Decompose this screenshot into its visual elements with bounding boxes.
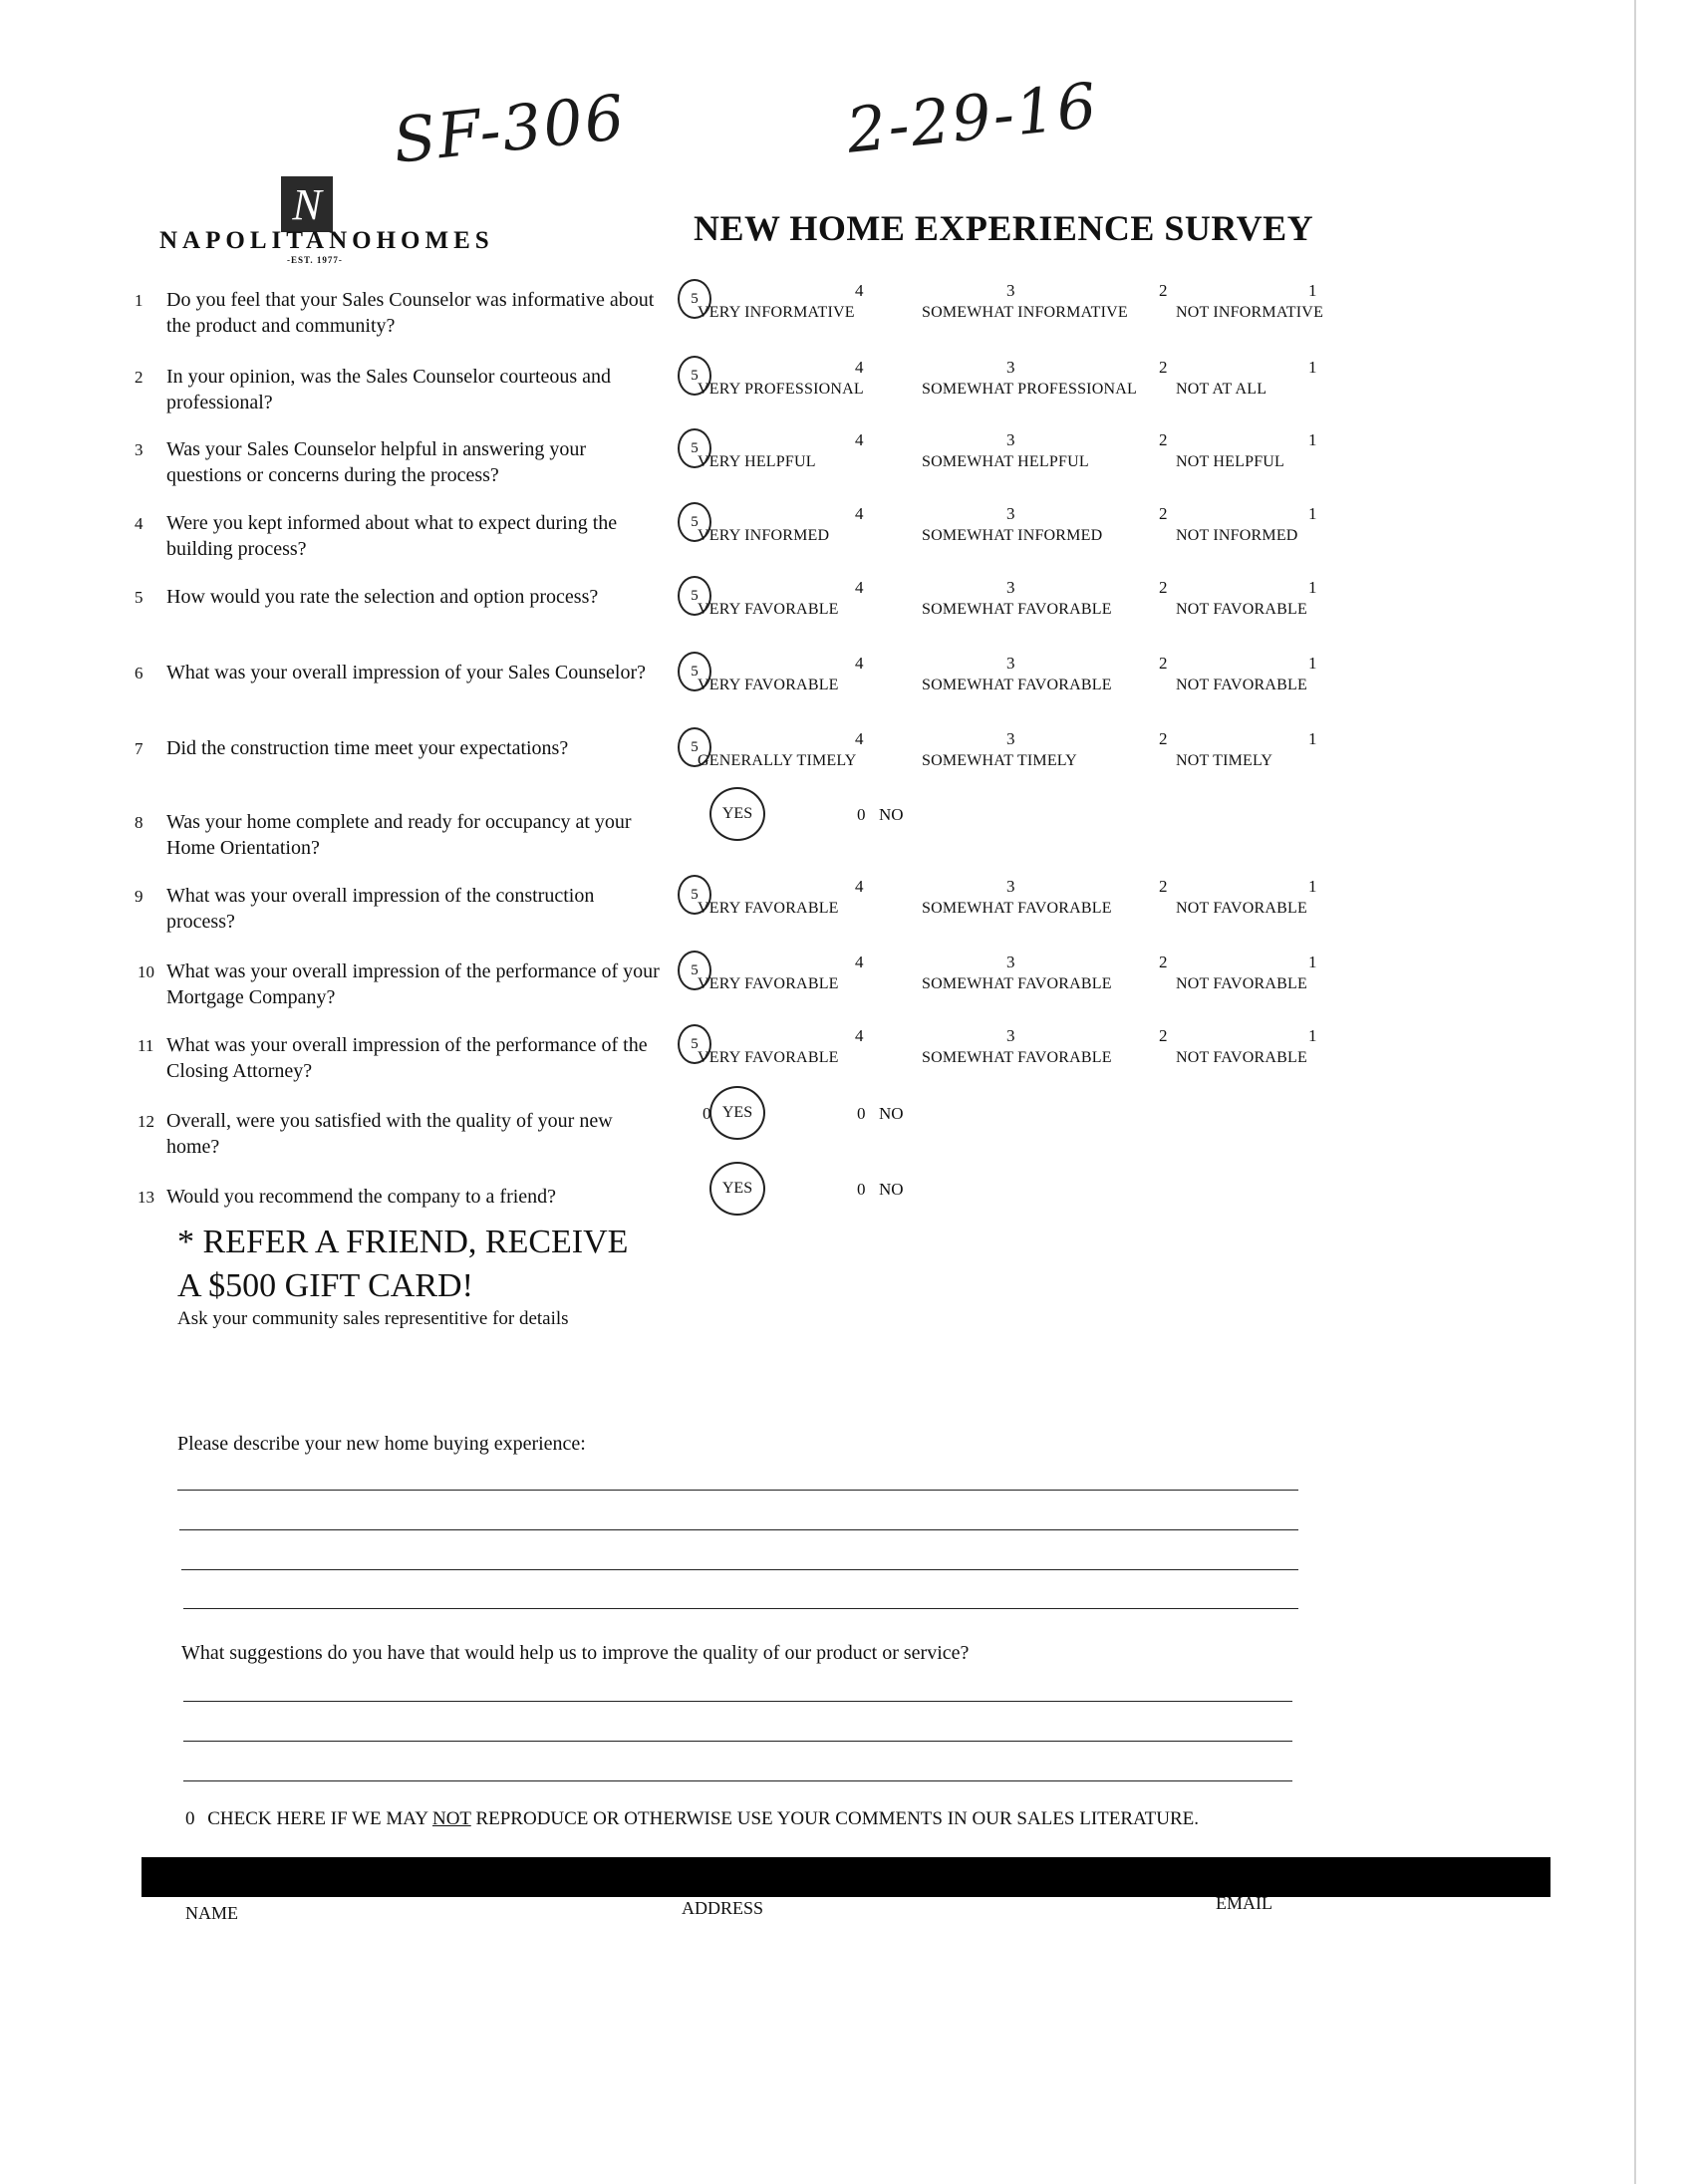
describe-line[interactable] [183, 1608, 1298, 1609]
question-number: 6 [135, 664, 143, 682]
rating-label: VERY HELPFUL [698, 453, 816, 470]
rating-label: GENERALLY TIMELY [698, 752, 857, 769]
question-text: Do you feel that your Sales Counselor was informative about the product and community? [166, 289, 655, 337]
logo-letter: N [292, 179, 322, 229]
rating-label: VERY FAVORABLE [698, 601, 839, 618]
rating-label: SOMEWHAT PROFESSIONAL [922, 381, 1137, 398]
question-text: What was your overall impression of the performance of your Mortgage Company? [166, 960, 660, 1008]
rating-option-2[interactable]: 2 [1159, 1026, 1168, 1045]
question-number: 7 [135, 739, 143, 758]
rating-option-3[interactable]: 3 [1006, 729, 1015, 748]
scan-edge [1634, 0, 1636, 2184]
brand-name: NAPOLITANOHOMES [159, 227, 494, 254]
rating-option-3[interactable]: 3 [1006, 578, 1015, 597]
selected-rating-5[interactable]: 5 [678, 951, 711, 990]
question-text: What was your overall impression of the performance of the Closing Attorney? [166, 1034, 648, 1082]
question-number: 8 [135, 813, 143, 832]
selected-rating-5[interactable]: 5 [678, 875, 711, 915]
rating-option-4[interactable]: 4 [855, 654, 864, 673]
refer-line2: A $500 GIFT CARD! [177, 1267, 473, 1304]
rating-option-2[interactable]: 2 [1159, 504, 1168, 523]
no-option[interactable]: NO [879, 1180, 904, 1199]
rating-label: VERY FAVORABLE [698, 900, 839, 917]
rating-option-3[interactable]: 3 [1006, 654, 1015, 673]
rating-label: NOT INFORMATIVE [1176, 304, 1324, 321]
rating-option-2[interactable]: 2 [1159, 578, 1168, 597]
rating-label: VERY FAVORABLE [698, 677, 839, 693]
rating-label: NOT FAVORABLE [1176, 677, 1307, 693]
rating-option-1[interactable]: 1 [1308, 729, 1317, 748]
rating-option-4[interactable]: 4 [855, 729, 864, 748]
selected-rating-5[interactable]: 5 [678, 576, 711, 616]
rating-option-4[interactable]: 4 [855, 504, 864, 523]
no-mark[interactable]: 0 [857, 1104, 866, 1123]
refer-subtext: Ask your community sales representitive for details [177, 1308, 569, 1329]
page-title: NEW HOME EXPERIENCE SURVEY [694, 208, 1314, 248]
rating-option-1[interactable]: 1 [1308, 654, 1317, 673]
yes-option-selected[interactable]: YES [709, 1086, 765, 1140]
rating-label: VERY FAVORABLE [698, 1049, 839, 1066]
rating-label: SOMEWHAT INFORMED [922, 527, 1103, 544]
rating-label: NOT FAVORABLE [1176, 900, 1307, 917]
rating-option-4[interactable]: 4 [855, 281, 864, 300]
question-text: Were you kept informed about what to expect during the building process? [166, 512, 618, 560]
consent-text-pre: CHECK HERE IF WE MAY [207, 1808, 432, 1829]
question-number: 11 [138, 1036, 154, 1055]
redaction-bar [141, 1857, 1550, 1897]
question-number: 4 [135, 514, 143, 533]
yes-option-selected[interactable]: YES [709, 787, 765, 841]
rating-option-2[interactable]: 2 [1159, 358, 1168, 377]
consent-checkbox[interactable]: 0 [185, 1808, 195, 1829]
rating-option-1[interactable]: 1 [1308, 877, 1317, 896]
rating-label: NOT FAVORABLE [1176, 1049, 1307, 1066]
rating-option-4[interactable]: 4 [855, 358, 864, 377]
rating-label: NOT INFORMED [1176, 527, 1298, 544]
logo-mark [281, 176, 333, 232]
yes-mark[interactable]: 0 [703, 1104, 711, 1123]
rating-option-2[interactable]: 2 [1159, 877, 1168, 896]
consent-text-post: REPRODUCE OR OTHERWISE USE YOUR COMMENTS IN OUR SALES LITERATURE. [470, 1808, 1199, 1829]
no-option[interactable]: NO [879, 1104, 904, 1123]
handwritten-date: 2-29-16 [843, 68, 1102, 167]
question-number: 2 [135, 368, 143, 387]
rating-option-2[interactable]: 2 [1159, 281, 1168, 300]
selected-rating-5[interactable]: 5 [678, 279, 711, 319]
rating-label: NOT HELPFUL [1176, 453, 1285, 470]
refer-line1: * REFER A FRIEND, RECEIVE [177, 1224, 629, 1260]
no-mark[interactable]: 0 [857, 805, 866, 824]
question-number: 13 [138, 1188, 154, 1207]
question-text: Was your Sales Counselor helpful in answering your questions or concerns during the process? [166, 438, 587, 486]
rating-option-1[interactable]: 1 [1308, 578, 1317, 597]
suggest-line[interactable] [183, 1780, 1292, 1781]
selected-rating-5[interactable]: 5 [678, 727, 711, 767]
describe-prompt: Please describe your new home buying experience: [177, 1433, 586, 1455]
question-text: What was your overall impression of the construction process? [166, 885, 595, 933]
question-number: 9 [135, 887, 143, 906]
rating-option-3[interactable]: 3 [1006, 953, 1015, 971]
rating-label: VERY INFORMED [698, 527, 830, 544]
rating-label: VERY PROFESSIONAL [698, 381, 864, 398]
question-number: 10 [138, 962, 154, 981]
no-mark[interactable]: 0 [857, 1180, 866, 1199]
rating-label: SOMEWHAT FAVORABLE [922, 900, 1112, 917]
question-number: 3 [135, 440, 143, 459]
question-text: In your opinion, was the Sales Counselor courteous and professional? [166, 366, 612, 413]
question-text: Was your home complete and ready for occupancy at your Home Orientation? [166, 811, 632, 859]
email-label: EMAIL [1216, 1893, 1272, 1913]
rating-option-3[interactable]: 3 [1006, 1026, 1015, 1045]
rating-option-2[interactable]: 2 [1159, 654, 1168, 673]
question-number: 12 [138, 1112, 154, 1131]
rating-option-1[interactable]: 1 [1308, 281, 1317, 300]
no-option[interactable]: NO [879, 805, 904, 824]
rating-option-4[interactable]: 4 [855, 1026, 864, 1045]
rating-label: VERY FAVORABLE [698, 975, 839, 992]
rating-label: NOT FAVORABLE [1176, 975, 1307, 992]
rating-option-4[interactable]: 4 [855, 430, 864, 449]
rating-label: SOMEWHAT FAVORABLE [922, 975, 1112, 992]
rating-option-3[interactable]: 3 [1006, 877, 1015, 896]
rating-option-3[interactable]: 3 [1006, 504, 1015, 523]
rating-option-1[interactable]: 1 [1308, 953, 1317, 971]
rating-option-1[interactable]: 1 [1308, 1026, 1317, 1045]
rating-option-1[interactable]: 1 [1308, 504, 1317, 523]
suggest-line[interactable] [183, 1741, 1292, 1742]
yes-option-selected[interactable]: YES [709, 1162, 765, 1216]
rating-label: SOMEWHAT FAVORABLE [922, 601, 1112, 618]
selected-rating-5[interactable]: 5 [678, 652, 711, 691]
rating-label: SOMEWHAT HELPFUL [922, 453, 1089, 470]
rating-label: SOMEWHAT FAVORABLE [922, 1049, 1112, 1066]
rating-option-1[interactable]: 1 [1308, 430, 1317, 449]
selected-rating-5[interactable]: 5 [678, 428, 711, 468]
question-text: Overall, were you satisfied with the quality of your new home? [166, 1110, 613, 1158]
rating-option-4[interactable]: 4 [855, 578, 864, 597]
rating-option-3[interactable]: 3 [1006, 430, 1015, 449]
rating-option-4[interactable]: 4 [855, 953, 864, 971]
describe-line[interactable] [179, 1529, 1298, 1530]
question-number: 1 [135, 291, 143, 310]
rating-label: NOT AT ALL [1176, 381, 1268, 398]
question-text: Would you recommend the company to a friend? [166, 1186, 557, 1208]
suggest-line[interactable] [183, 1701, 1292, 1702]
question-text: What was your overall impression of your Sales Counselor? [166, 662, 647, 683]
consent-checkbox-row[interactable] [185, 1808, 1199, 1830]
question-text: How would you rate the selection and option process? [166, 586, 599, 608]
selected-rating-5[interactable]: 5 [678, 356, 711, 396]
rating-label: NOT FAVORABLE [1176, 601, 1307, 618]
rating-label: NOT TIMELY [1176, 752, 1273, 769]
brand-est: -EST. 1977- [287, 255, 343, 265]
rating-option-2[interactable]: 2 [1159, 430, 1168, 449]
rating-label: SOMEWHAT FAVORABLE [922, 677, 1112, 693]
consent-text-not: NOT [431, 1808, 471, 1829]
rating-option-4[interactable]: 4 [855, 877, 864, 896]
address-label: ADDRESS [682, 1898, 764, 1918]
refer-heading [177, 1221, 628, 1308]
rating-option-2[interactable]: 2 [1159, 729, 1168, 748]
suggest-prompt: What suggestions do you have that would help us to improve the quality of our product or service? [181, 1642, 970, 1664]
rating-option-3[interactable]: 3 [1006, 281, 1015, 300]
question-text: Did the construction time meet your expectations? [166, 737, 569, 759]
rating-label: SOMEWHAT INFORMATIVE [922, 304, 1128, 321]
selected-rating-5[interactable]: 5 [678, 1024, 711, 1064]
describe-line[interactable] [181, 1569, 1298, 1570]
selected-rating-5[interactable]: 5 [678, 502, 711, 542]
describe-line[interactable] [177, 1490, 1298, 1491]
handwritten-code: SF-306 [390, 80, 630, 177]
rating-label: VERY INFORMATIVE [698, 304, 855, 321]
rating-option-3[interactable]: 3 [1006, 358, 1015, 377]
rating-option-1[interactable]: 1 [1308, 358, 1317, 377]
rating-option-2[interactable]: 2 [1159, 953, 1168, 971]
question-number: 5 [135, 588, 143, 607]
rating-label: SOMEWHAT TIMELY [922, 752, 1077, 769]
name-label: NAME [185, 1903, 238, 1923]
